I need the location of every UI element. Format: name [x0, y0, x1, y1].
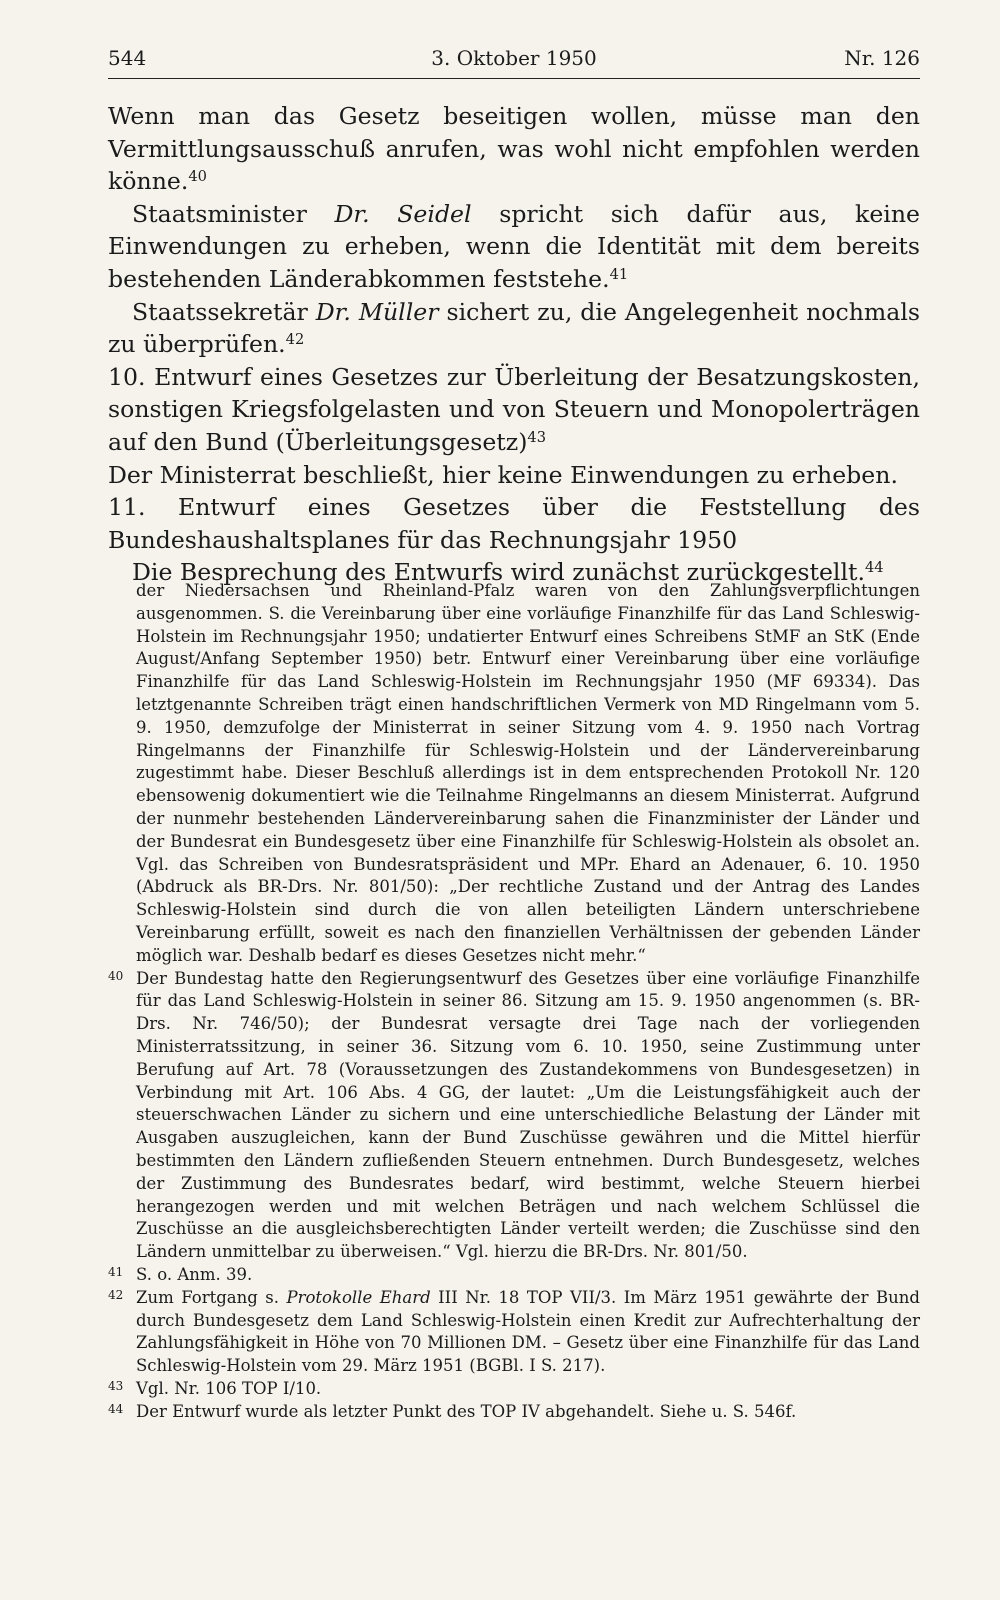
- footnote-42: 42 Zum Fortgang s. Protokolle Ehard III Nr. 18 TOP VII/3. Im März 1951 gewährte der Bund durch Bundesgesetz dem Land Schleswig-Holstein einen Kredit zur Aufrechterhaltung der Zahlungsfähigkeit in Höhe von 70 Millionen DM. – Gesetz über eine Finanzhilfe für das Land Schleswig-Holstein vom 29. März 1951 (BGBl. I S. 217).: [108, 1287, 920, 1376]
- footnote-continuation: der Niedersachsen und Rheinland-Pfalz waren von den Zahlungsverpflichtungen ausgenommen. S. die Vereinbarung über eine vorläufige Finanzhilfe für das Land Schleswig-Holstein im Rechnungsjahr 1950; undatierter Entwurf eines Schreibens StMF an StK (Ende August/Anfang September 1950) betr. Entwurf einer Vereinbarung über eine vorläufige Finanzhilfe für das Land Schleswig-Holstein im Rechnungsjahr 1950 (MF 69334). Das letztgenannte Schreiben trägt einen handschriftlichen Vermerk von MD Ringelmann vom 5. 9. 1950, demzufolge der Ministerrat in seiner Sitzung vom 4. 9. 1950 nach Vortrag Ringelmanns der Finanzhilfe für Schleswig-Holstein und der Ländervereinbarung zugestimmt habe. Dieser Beschluß allerdings ist in dem entsprechenden Protokoll Nr. 120 ebensowenig dokumentiert wie die Teilnahme Ringelmanns an diesem Ministerrat. Aufgrund der nunmehr bestehenden Ländervereinbarung sahen die Finanzminister der Länder und der Bundesrat ein Bundesgesetz über eine Finanzhilfe für Schleswig-Holstein als obsolet an. Vgl. das Schreiben von Bundesratspräsident und MPr. Ehard an Adenauer, 6. 10. 1950 (Abdruck als BR-Drs. Nr. 801/50): „Der rechtliche Zustand und der Antrag des Landes Schleswig-Holstein sind durch die von allen beteiligten Ländern unterschriebene Vereinbarung erfüllt, soweit es nach den finanziellen Verhältnissen der gebenden Länder möglich war. Deshalb bedarf es dieses Gesetzes nicht mehr.“: [136, 581, 920, 965]
- footnote-ref-40[interactable]: 40: [188, 168, 207, 186]
- footnote-ref-44[interactable]: 44: [864, 559, 884, 577]
- header-date: 3. Oktober 1950: [431, 46, 597, 70]
- footnote-44: 44 Der Entwurf wurde als letzter Punkt des TOP IV abgehandelt. Siehe u. S. 546f.: [108, 1401, 797, 1421]
- footnote-40: 40 Der Bundestag hatte den Regierungsentwurf des Gesetzes über eine vorläufige Finanzhilfe für das Land Schleswig-Holstein in seiner 86. Sitzung am 15. 9. 1950 angenommen (s. BR-Drs. Nr. 746/50); der Bundesrat versagte drei Tage nach der vorliegenden Ministerratssitzung, in seiner 36. Sitzung vom 6. 10. 1950, seine Zustimmung unter Berufung auf Art. 78 (Voraussetzungen des Zustandekommens von Bundesgesetzen) in Verbindung mit Art. 106 Abs. 4 GG, der lautet: „Um die Leistungsfähigkeit auch der steuerschwachen Länder zu sichern und eine unterschiedliche Belastung der Länder mit Ausgaben auszugleichen, kann der Bund Zuschüsse gewähren und die Mittel hierfür bestimmten den Ländern zufließenden Steuern entnehmen. Durch Bundesgesetz, welches der Zustimmung des Bundesrates bedarf, wird bestimmt, welche Steuern hierbei herangezogen werden und mit welchen Beträgen und nach welchem Schlüssel die Zuschüsse an die ausgleichsberechtigten Länder verteilt werden; die Zuschüsse sind den Ländern unmittelbar zu überweisen.“ Vgl. hierzu die BR-Drs. Nr. 801/50.: [108, 968, 920, 1262]
- running-header: [108, 44, 920, 76]
- agenda-item-11: 11. Entwurf eines Gesetzes über die Feststellung des Bundeshaushaltsplanes für das Rechnungsjahr 1950: [108, 493, 920, 554]
- footnote-number: 40: [108, 968, 124, 983]
- footnote-number: 41: [108, 1264, 124, 1279]
- page-number: 544: [108, 46, 147, 70]
- footnotes: [108, 580, 920, 1423]
- speaker-name: Dr. Müller: [315, 297, 439, 326]
- footnote-number: 43: [108, 1378, 124, 1393]
- agenda-item-10: 10. Entwurf eines Gesetzes zur Überleitung der Besatzungskosten, sonstigen Kriegsfolgelasten und von Steuern und Monopolerträgen auf den Bund (Überleitungsgesetz)$^{43}$: [108, 362, 920, 456]
- footnote-43: 43 Vgl. Nr. 106 TOP I/10.: [108, 1378, 322, 1398]
- paragraph-7: Die Besprechung des Entwurfs wird zunächst zurückgestellt.$^{44}$: [132, 558, 884, 587]
- footnote-41: 41 S. o. Anm. 39.: [108, 1264, 253, 1284]
- header-rule: [108, 78, 920, 79]
- paragraph-3: Staatssekretär Dr. Müller sichert zu, die Angelegenheit nochmals zu überprüfen.$^{42}$: [108, 297, 920, 359]
- paragraph-5: Der Ministerrat beschließt, hier keine Einwendungen zu erheben.: [108, 460, 898, 489]
- footnote-number: 42: [108, 1287, 124, 1302]
- paragraph-1: Wenn man das Gesetz beseitigen wollen, müsse man den Vermittlungsausschuß anrufen, was wohl nicht empfohlen werden könne.$^{40}$: [108, 102, 920, 196]
- footnote-ref-41[interactable]: 41: [609, 265, 629, 283]
- footnote-ref-43[interactable]: 43: [527, 428, 547, 446]
- paragraph-2: Staatsminister Dr. Seidel spricht sich dafür aus, keine Einwendungen zu erheben, wenn die Identität mit dem bereits bestehenden Länderabkommen feststehe.$^{41}$: [108, 199, 921, 293]
- speaker-name: Dr. Seidel: [334, 199, 472, 228]
- issue-number: Nr. 126: [844, 46, 920, 70]
- footnote-ref-42[interactable]: 42: [285, 331, 305, 349]
- footnote-number: 44: [108, 1401, 124, 1416]
- main-text: [108, 100, 920, 589]
